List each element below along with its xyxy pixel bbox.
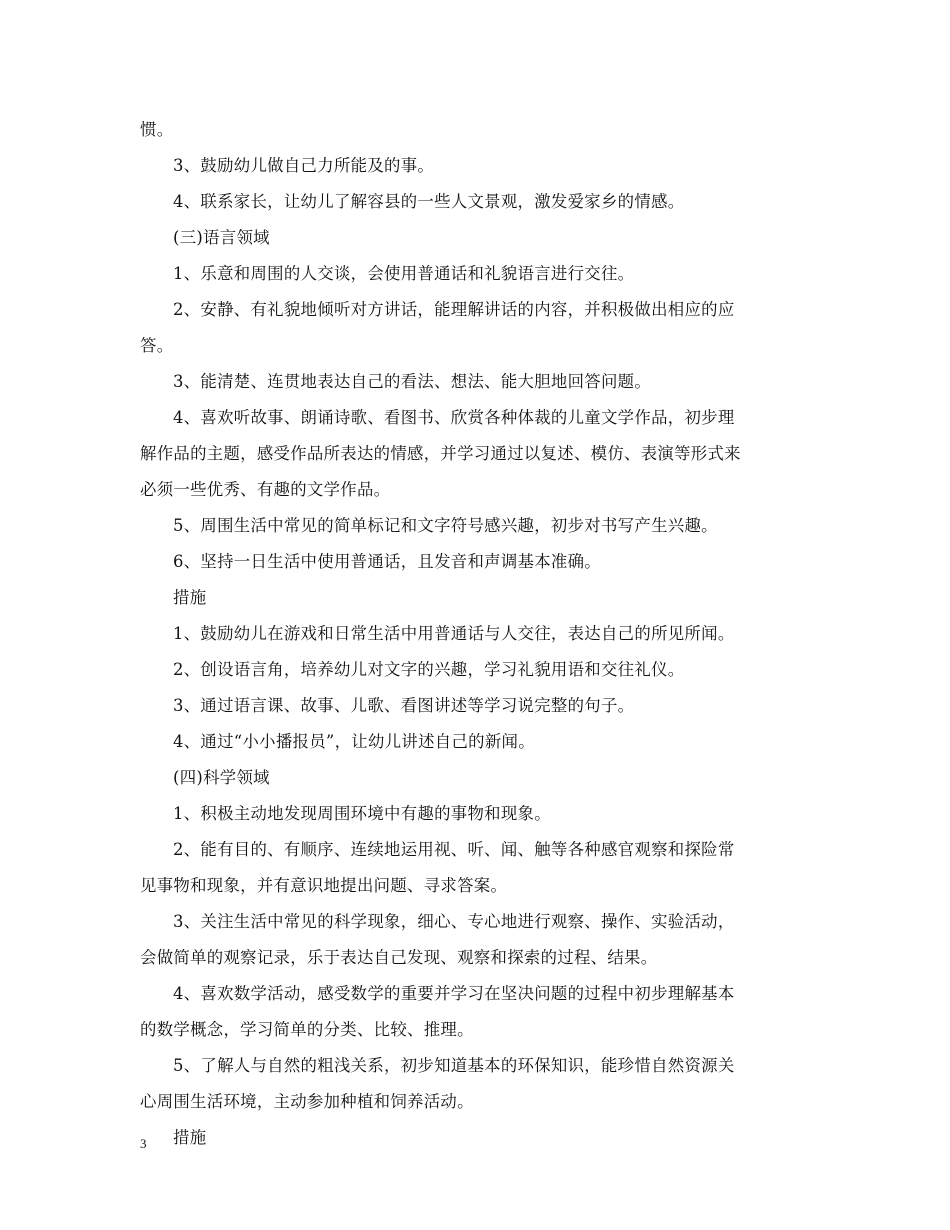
measures-heading-language: 措施 — [173, 588, 207, 607]
measures-heading-science: 措施 — [173, 1128, 207, 1147]
text-line-24: 会做简单的观察记录，乐于表达自己发现、观察和探索的过程、结果。 — [140, 948, 658, 967]
text-line-12: 5、周围生活中常见的简单标记和文字符号感兴趣，初步对书写产生兴趣。 — [173, 516, 718, 535]
text-line-9: 4、喜欢听故事、朗诵诗歌、看图书、欣赏各种体裁的儿童文学作品，初步理 — [173, 408, 735, 427]
text-line-25: 4、喜欢数学活动，感受数学的重要并学习在坚决问题的过程中初步理解基本 — [173, 984, 735, 1003]
text-line-1: 惯。 — [140, 120, 174, 139]
text-line-20: 1、积极主动地发现周围环境中有趣的事物和现象。 — [173, 804, 551, 823]
section-heading-language: (三)语言领域 — [173, 228, 270, 247]
text-line-16: 2、创设语言角，培养幼儿对文字的兴趣，学习礼貌用语和交往礼仪。 — [173, 660, 685, 679]
text-line-26: 的数学概念，学习简单的分类、比较、推理。 — [140, 1020, 474, 1039]
text-line-15: 1、鼓励幼儿在游戏和日常生活中用普通话与人交往，表达自己的所见所闻。 — [173, 624, 735, 643]
page-number: 3 — [140, 1136, 147, 1151]
text-line-10: 解作品的主题，感受作品所表达的情感，并学习通过以复述、模仿、表演等形式来 — [140, 444, 741, 463]
document-body — [140, 112, 812, 1156]
text-line-13: 6、坚持一日生活中使用普通话，且发音和声调基本准确。 — [173, 552, 601, 571]
text-line-2: 3、鼓励幼儿做自己力所能及的事。 — [173, 156, 435, 175]
text-line-27: 5、了解人与自然的粗浅关系，初步知道基本的环保知识，能珍惜自然资源关 — [173, 1056, 735, 1075]
section-heading-science: (四)科学领域 — [173, 768, 270, 787]
text-line-21: 2、能有目的、有顺序、连续地运用视、听、闻、触等各种感官观察和探险常 — [173, 840, 735, 859]
text-line-28: 心周围生活环境，主动参加种植和饲养活动。 — [140, 1092, 474, 1111]
text-line-18: 4、通过“小小播报员”，让幼儿讲述自己的新闻。 — [173, 732, 535, 751]
text-line-23: 3、关注生活中常见的科学现象，细心、专心地进行观察、操作、实验活动， — [173, 912, 735, 931]
text-line-11: 必须一些优秀、有趣的文学作品。 — [140, 480, 391, 499]
text-line-7: 答。 — [140, 336, 174, 355]
text-line-22: 见事物和现象，并有意识地提出问题、寻求答案。 — [140, 876, 508, 895]
text-line-17: 3、通过语言课、故事、儿歌、看图讲述等学习说完整的句子。 — [173, 696, 635, 715]
text-line-5: 1、乐意和周围的人交谈，会使用普通话和礼貌语言进行交往。 — [173, 264, 635, 283]
text-line-8: 3、能清楚、连贯地表达自己的看法、想法、能大胆地回答问题。 — [173, 372, 652, 391]
text-line-3: 4、联系家长，让幼儿了解容县的一些人文景观，激发爱家乡的情感。 — [173, 192, 685, 211]
text-line-6: 2、安静、有礼貌地倾听对方讲话，能理解讲话的内容，并积极做出相应的应 — [173, 300, 735, 319]
